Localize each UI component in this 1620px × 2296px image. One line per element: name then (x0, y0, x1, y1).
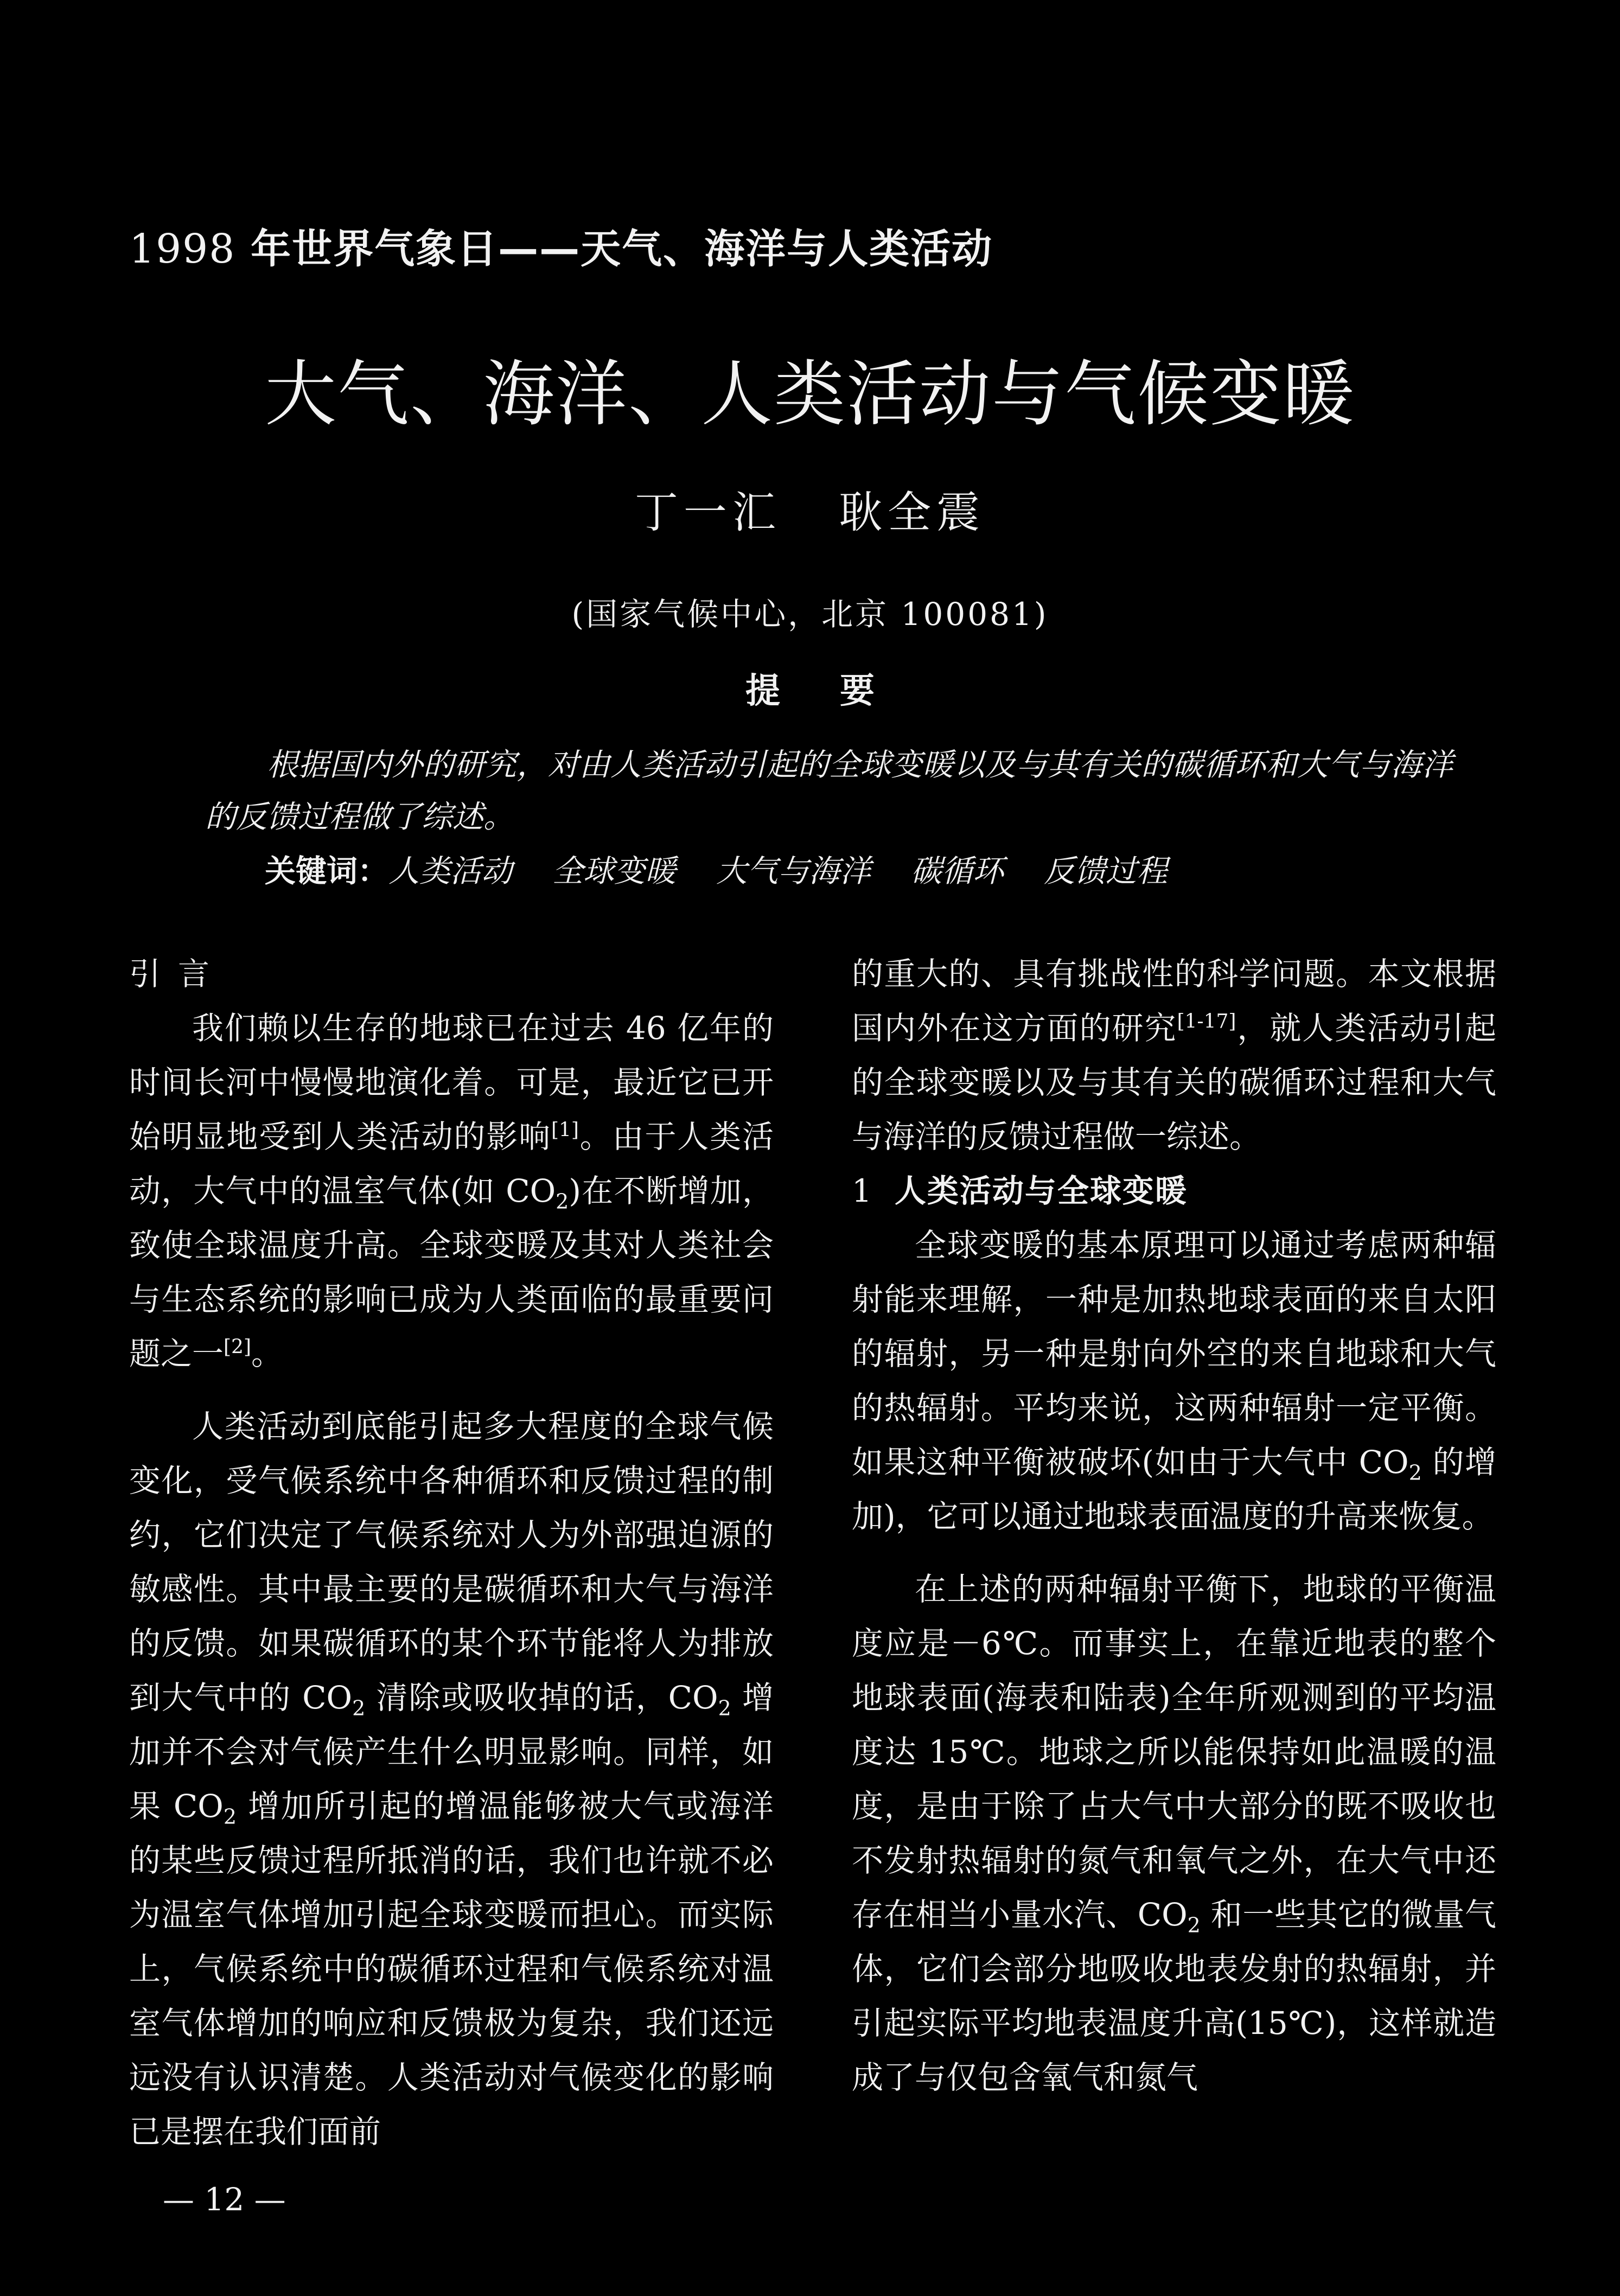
keywords-label: 关键词： (265, 853, 388, 889)
citation: [1] (551, 1119, 579, 1141)
section-number: 1 (852, 1172, 873, 1209)
intro-paragraph-2-continued: 的重大的、具有挑战性的科学问题。本文根据国内外在这方面的研究[1-17]，就人类活动引起的全球变暖以及与其有关的碳循环过程和大气与海洋的反馈过程做一综述。 (852, 955, 1496, 1155)
keyword: 碳循环 (911, 853, 1004, 889)
intro-heading: 引言 (129, 955, 227, 992)
intro-paragraph-1: 我们赖以生存的地球已在过去 46 亿年的时间长河中慢慢地演化着。可是，最近它已开始明显地受到人类活动的影响[1]。由于人类活动，大气中的温室气体(如 $CO_2$)在不断增加，致使全球温度升高。全球变暖及其对人类社会与生态系统的影响已成为人类面临的最重要问题之一[2]。 (129, 1010, 774, 1372)
keyword: 反馈过程 (1044, 853, 1168, 889)
keyword: 大气与海洋 (716, 853, 871, 889)
section-1-heading (852, 1164, 1496, 1218)
series-heading (129, 217, 1540, 275)
right-column (852, 947, 1496, 2104)
left-column (129, 947, 774, 2159)
keywords (265, 846, 1513, 891)
affiliation: (国家气候中心，北京 100081) (571, 596, 1049, 633)
intro-paragraph-2: 人类活动到底能引起多大程度的全球气候变化，受气候系统中各种循环和反馈过程的制约，它们决定了气候系统对人为外部强迫源的敏感性。其中最主要的是碳循环和大气与海洋的反馈。如果碳循环的某个环节能将人为排放到大气中的 $CO_2$ 清除或吸收掉的话，$CO_2$ 增加并不会对气候产生什么明显影响。同样，如果 $CO_2$ 增加所引起的增温能够被大气或海洋的某些反馈过程所抵消的话，我们也许就不必为温室气体增加引起全球变暖而担心。而实际上，气候系统中的碳循环过程和气候系统对温室气体增加的响应和反馈极为复杂，我们还远远没有认识清楚。人类活动对气候变化的影响已是摆在我们面前 (129, 1408, 774, 2150)
keyword: 人类活动 (388, 853, 512, 889)
abstract-heading: 提要 (745, 671, 934, 711)
keyword: 全球变暖 (552, 853, 676, 889)
page-number: — 12 — (163, 2181, 286, 2218)
citation: [1-17] (1177, 1010, 1236, 1033)
authors: 丁一汇 耿全震 (634, 487, 986, 538)
paper-title: 大气、海洋、人类活动与气候变暖 (265, 353, 1355, 436)
section-title: 人类活动与全球变暖 (894, 1172, 1188, 1209)
section-1-paragraph-2: 在上述的两种辐射平衡下，地球的平衡温度应是－6℃。而事实上，在靠近地表的整个地球表面(海表和陆表)全年所观测到的平均温度达 15℃。地球之所以能保持如此温暖的温度，是由于除了占大气中大部分的既不吸收也不发射热辐射的氮气和氧气之外，在大气中还存在相当小量水汽、$CO_2$ 和一些其它的微量气体，它们会部分地吸收地表发射的热辐射，并引起实际平均地表温度升高(15℃)，这样就造成了与仅包含氧气和氮气 (852, 1571, 1496, 2096)
citation: [2] (224, 1336, 252, 1359)
series-year: 1998 (129, 226, 236, 272)
series-title: 年世界气象日——天气、海洋与人类活动 (235, 226, 993, 272)
abstract-text: 根据国内外的研究，对由人类活动引起的全球变暖以及与其有关的碳循环和大气与海洋的反馈过程做了综述。 (205, 747, 1453, 835)
section-1-paragraph-1: 全球变暖的基本原理可以通过考虑两种辐射能来理解，一种是加热地球表面的来自太阳的辐射，另一种是射向外空的来自地球和大气的热辐射。平均来说，这两种辐射一定平衡。如果这种平衡被破坏(如由于大气中 $CO_2$ 的增加)，它可以通过地球表面温度的升高来恢复。 (852, 1227, 1496, 1535)
